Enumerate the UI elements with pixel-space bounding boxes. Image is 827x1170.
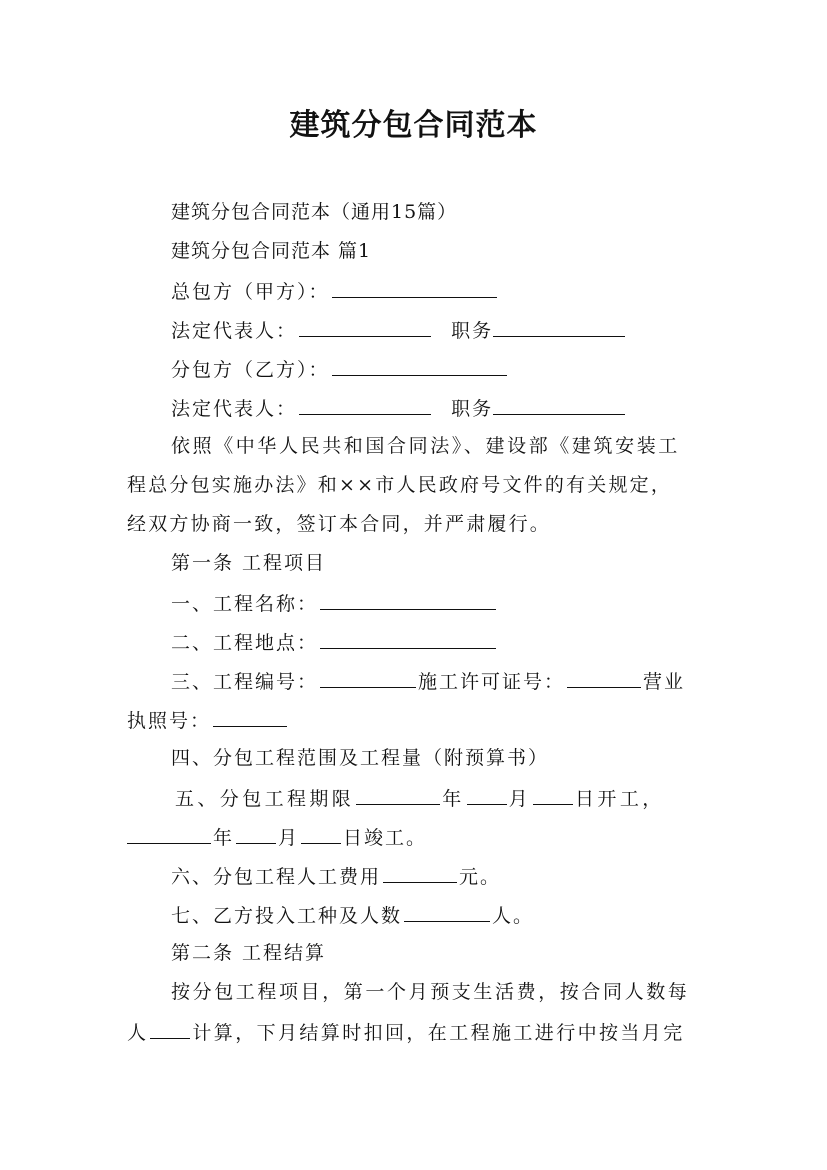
item-3-label-d: 执照号： bbox=[127, 710, 212, 732]
item-5-year-blank-end bbox=[127, 823, 211, 844]
paragraph-1-line-3 bbox=[127, 511, 551, 537]
general-contractor-label: 总包方（甲方）： bbox=[171, 281, 330, 303]
item-7-unit: 人。 bbox=[492, 905, 535, 927]
article-1-heading bbox=[171, 550, 326, 576]
paragraph-1-line-2 bbox=[127, 472, 707, 498]
item-7-label: 七、乙方投入工种及人数 bbox=[171, 905, 403, 927]
paragraph-1-text-1: 依照《中华人民共和国合同法》、建设部《建筑安装工 bbox=[171, 435, 680, 457]
section-heading bbox=[171, 238, 371, 264]
subtitle-line bbox=[171, 199, 457, 225]
subcontractor-line bbox=[171, 355, 509, 383]
paragraph-2-blank bbox=[150, 1018, 190, 1039]
item-5-year-end: 年 bbox=[213, 827, 235, 849]
position-label-b: 职务 bbox=[451, 398, 494, 420]
item-5-day-blank-start bbox=[533, 784, 573, 805]
paragraph-1-text-3: 经双方协商一致，签订本合同，并严肃履行。 bbox=[127, 513, 552, 535]
item-5-line-2 bbox=[127, 823, 427, 851]
item-5-month-blank-start bbox=[467, 784, 507, 805]
item-1-blank bbox=[320, 589, 496, 610]
general-contractor-blank bbox=[332, 277, 497, 298]
item-5-month-end: 月 bbox=[278, 827, 300, 849]
section-heading-text: 建筑分包合同范本 篇1 bbox=[171, 240, 372, 262]
item-7-line bbox=[171, 901, 534, 929]
item-5-end-text: 日竣工。 bbox=[343, 827, 428, 849]
article-2-heading-text: 第二条 工程结算 bbox=[171, 942, 327, 964]
subtitle-text: 建筑分包合同范本（通用15篇） bbox=[171, 201, 458, 223]
item-6-line bbox=[171, 862, 501, 890]
position-blank-b bbox=[493, 394, 625, 415]
document-title: 建筑分包合同范本 bbox=[289, 108, 538, 143]
item-5-label: 五、分包工程期限 bbox=[175, 788, 355, 810]
item-5-line-1 bbox=[175, 784, 665, 812]
paragraph-1-text-2: 程总分包实施办法》和××市人民政府号文件的有关规定， bbox=[127, 474, 673, 496]
item-3-line-2 bbox=[127, 706, 289, 734]
position-label-a: 职务 bbox=[451, 320, 494, 342]
paragraph-2-text-2a: 人 bbox=[127, 1022, 149, 1044]
legal-rep-blank-b bbox=[299, 394, 431, 415]
paragraph-2-line-1 bbox=[171, 979, 703, 1005]
item-4-text: 四、分包工程范围及工程量（附预算书） bbox=[171, 747, 550, 769]
item-2-label: 二、工程地点： bbox=[171, 632, 319, 654]
subcontractor-blank bbox=[332, 355, 507, 376]
general-contractor-line bbox=[171, 277, 499, 305]
item-6-blank bbox=[383, 862, 457, 883]
item-5-year-blank-start bbox=[356, 784, 440, 805]
item-5-year-start: 年 bbox=[442, 788, 465, 810]
legal-rep-line-a bbox=[171, 316, 627, 344]
item-4-line bbox=[171, 745, 549, 771]
item-3-label-b: 施工许可证号： bbox=[418, 671, 566, 693]
item-3-label-a: 三、工程编号： bbox=[171, 671, 319, 693]
item-5-month-start: 月 bbox=[508, 788, 532, 810]
paragraph-2-line-2 bbox=[127, 1018, 685, 1046]
legal-rep-line-b bbox=[171, 394, 627, 422]
item-6-unit: 元。 bbox=[459, 866, 502, 888]
item-3-blank-a bbox=[320, 667, 416, 688]
item-1-label: 一、工程名称： bbox=[171, 593, 319, 615]
article-1-heading-text: 第一条 工程项目 bbox=[171, 552, 327, 574]
legal-rep-blank-a bbox=[299, 316, 431, 337]
legal-rep-label-b: 法定代表人： bbox=[171, 398, 298, 420]
item-5-day-blank-end bbox=[301, 823, 341, 844]
item-2-line bbox=[171, 628, 498, 656]
item-3-label-c: 营业 bbox=[643, 671, 686, 693]
item-3-blank-d bbox=[213, 706, 287, 727]
legal-rep-label-a: 法定代表人： bbox=[171, 320, 298, 342]
subcontractor-label: 分包方（乙方）： bbox=[171, 359, 330, 381]
item-5-start-text: 日开工， bbox=[575, 788, 665, 810]
paragraph-2-text-2b: 计算，下月结算时扣回，在工程施工进行中按当月完 bbox=[192, 1022, 685, 1044]
article-2-heading bbox=[171, 940, 326, 966]
item-3-line bbox=[171, 667, 685, 695]
item-7-blank bbox=[404, 901, 490, 922]
item-5-month-blank-end bbox=[236, 823, 276, 844]
item-1-line bbox=[171, 589, 498, 617]
item-3-blank-b bbox=[567, 667, 641, 688]
item-6-label: 六、分包工程人工费用 bbox=[171, 866, 382, 888]
item-2-blank bbox=[320, 628, 496, 649]
paragraph-2-text-1: 按分包工程项目，第一个月预支生活费，按合同人数每 bbox=[171, 981, 690, 1003]
position-blank-a bbox=[493, 316, 625, 337]
paragraph-1-line-1 bbox=[171, 433, 703, 459]
